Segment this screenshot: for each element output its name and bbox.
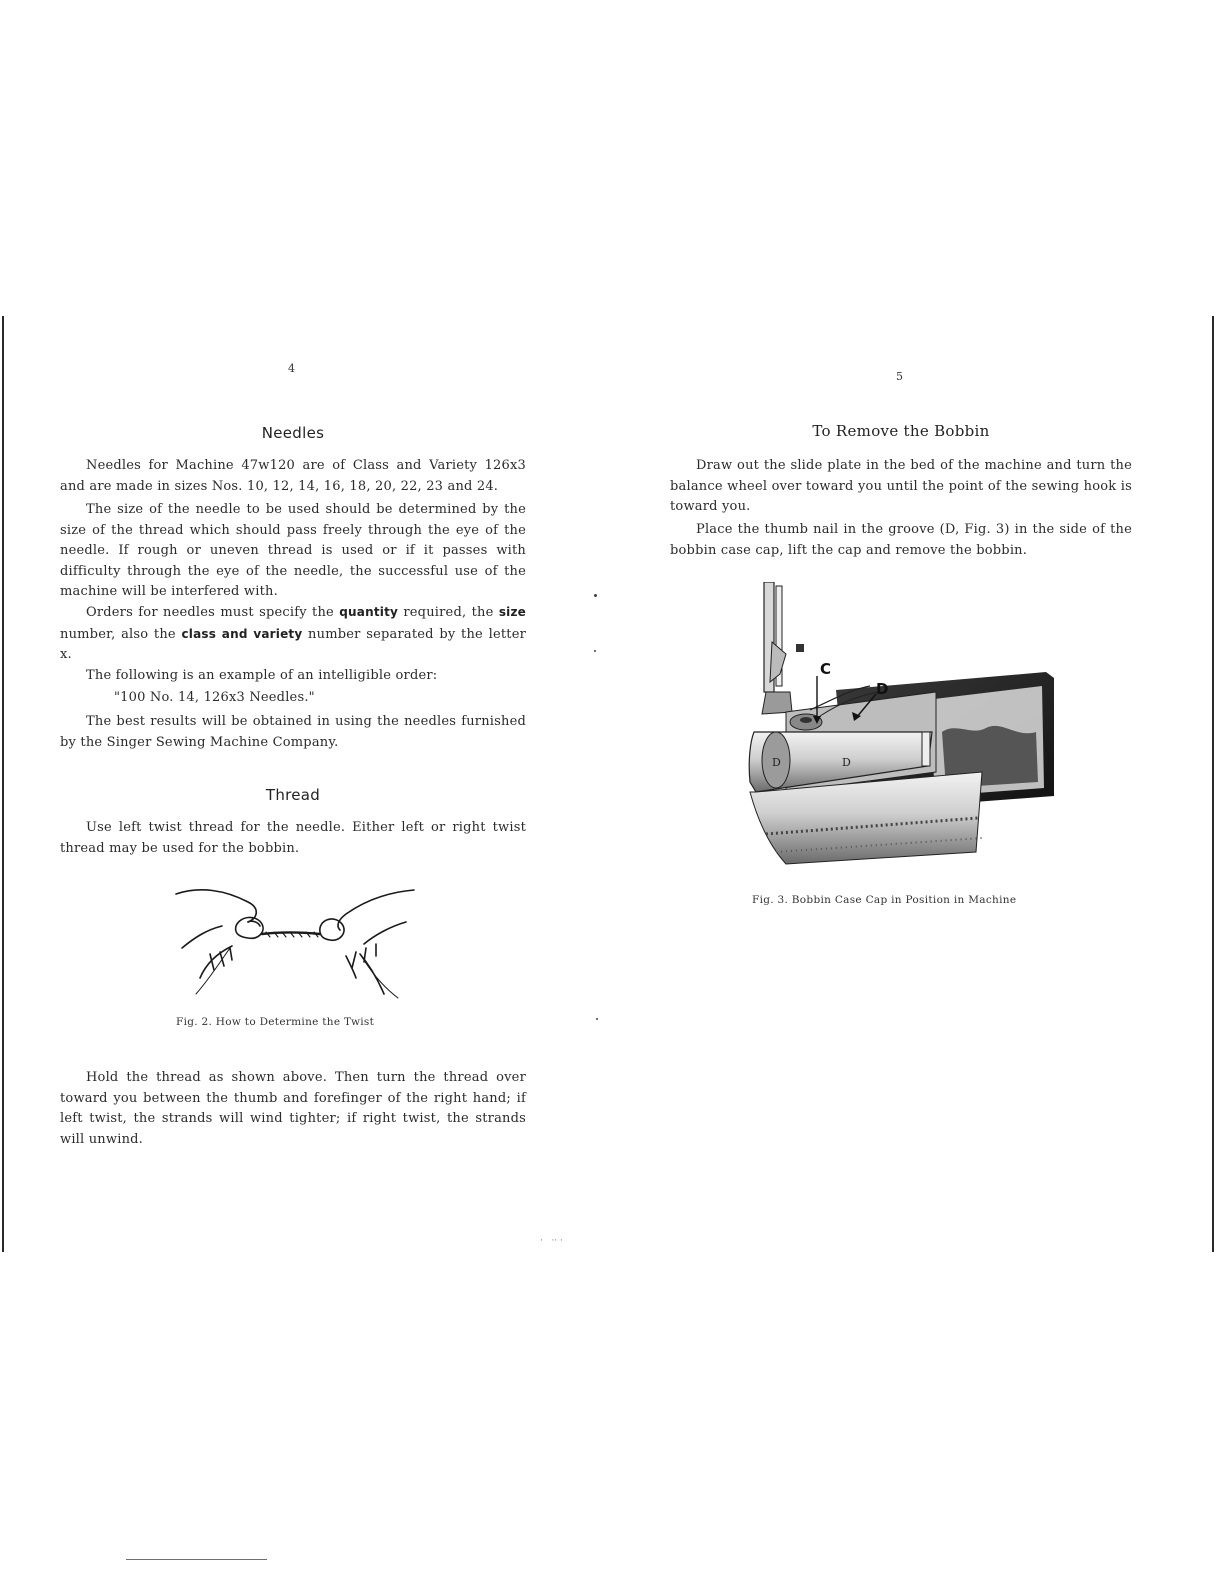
left-page: [60, 316, 526, 1252]
bobbin-paragraph-slide-plate: Draw out the slide plate in the bed of the machine and turn the balance wheel over toward you until the point of the sewing hook is toward you.: [670, 458, 1132, 514]
scan-speck: [594, 594, 597, 597]
needles-paragraph-orders: [60, 602, 526, 666]
orders-text-d: number separated by the letter x.: [60, 626, 526, 662]
remove-bobbin-heading: To Remove the Bobbin: [812, 422, 990, 440]
needles-paragraph-size-selection: The size of the needle to be used should be determined by the size of the thread which should pass freely through the eye of the needle. If rough or uneven thread is used or if it passes with difficulty through the eye of the needle, the successful use of the machine will be interfered with.: [60, 502, 526, 599]
fig3-label-d: D: [876, 680, 889, 698]
svg-text:D: D: [842, 756, 851, 769]
needles-heading: Needles: [261, 424, 325, 442]
book-spread: [0, 316, 1224, 1252]
page-number-left: 4: [288, 362, 295, 375]
scan-speck: [596, 1018, 598, 1020]
footer-underline-link[interactable]: [126, 1559, 267, 1560]
page-number-right: 5: [896, 370, 903, 383]
bobbin-machine-photo: [746, 582, 1064, 872]
thread-paragraph-twist: Use left twist thread for the needle. Either left or right twist thread may be used for the bobbin.: [60, 820, 526, 856]
orders-keyword-quantity: quantity: [339, 605, 399, 619]
needles-paragraph-sizes: Needles for Machine 47w120 are of Class and Variety 126x3 and are made in sizes Nos. 10, 12, 14, 16, 18, 20, 22, 23 and 24.: [60, 458, 526, 494]
needles-paragraph-best-results: The best results will be obtained in using the needles furnished by the Singer Sewing Machine Company.: [60, 714, 526, 750]
orders-text-a: Orders for needles must specify the: [86, 605, 340, 620]
orders-text-c: number, also the: [60, 626, 182, 642]
scan-speck: [594, 650, 596, 652]
bobbin-paragraph-thumb-nail: Place the thumb nail in the groove (D, Fig. 3) in the side of the bobbin case cap, lift the cap and remove the bobbin.: [670, 522, 1132, 558]
needles-paragraph-example-intro: The following is an example of an intelligible order:: [86, 668, 438, 683]
orders-keyword-class-variety: class and variety: [181, 626, 303, 641]
fig3-caption: Fig. 3. Bobbin Case Cap in Position in Machine: [752, 894, 1017, 906]
right-hand-outline: [338, 890, 414, 930]
needles-order-example: "100 No. 14, 126x3 Needles.": [114, 690, 315, 705]
right-page: [670, 316, 1132, 1252]
thread-paragraph-hold: Hold the thread as shown above. Then turn the thread over toward you between the thumb and forefinger of the right hand; if left twist, the strands will wind tighter; if right twist, the strands will unwind.: [60, 1070, 526, 1147]
fig2-caption: Fig. 2. How to Determine the Twist: [176, 1016, 375, 1028]
left-hand-outline: [176, 890, 256, 922]
svg-text:D: D: [772, 756, 781, 769]
scan-speck-footer: · ·· ·: [540, 1236, 563, 1246]
twist-figure-illustration: [170, 882, 420, 1008]
orders-text-b: required, the: [398, 605, 499, 620]
thread-heading: Thread: [265, 786, 321, 804]
fig3-label-c: C: [820, 660, 832, 678]
orders-keyword-size: size: [498, 605, 526, 619]
